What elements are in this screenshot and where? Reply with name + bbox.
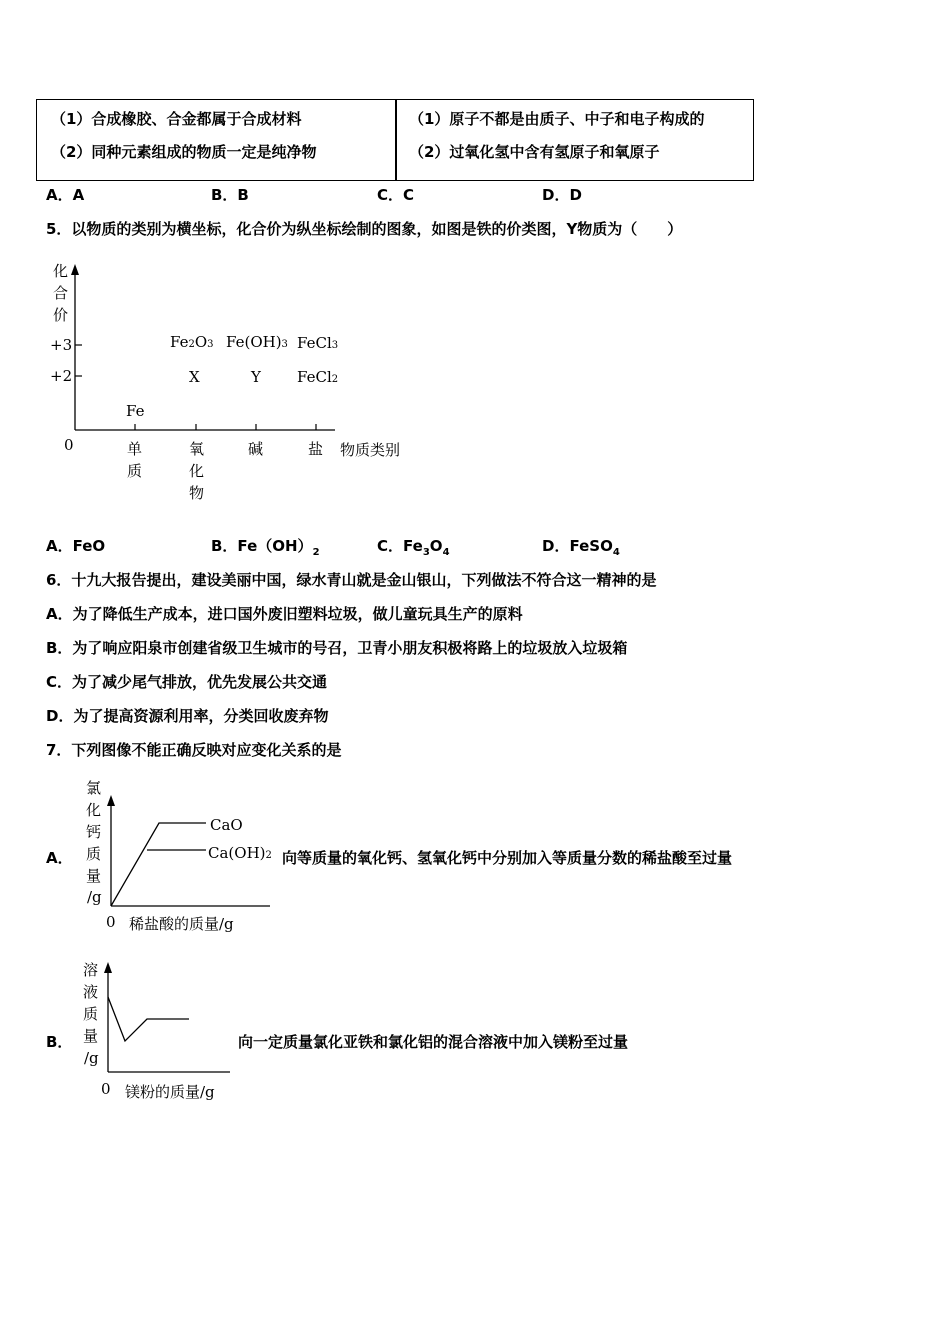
q6-option-c[interactable]: C．为了减少尾气排放，优先发展公共交通 [46,673,328,691]
q5-option-c[interactable]: C．$Fe_3O_4$ [377,537,450,558]
q7b-y-label-1: 溶 [83,961,99,979]
q7-option-b-description: 向一定质量氯化亚铁和氯化铝的混合溶液中加入镁粉至过量 [238,1033,629,1051]
q7a-y-label-3: 钙 [86,823,102,841]
q5-y-label-2: 合 [53,284,69,302]
q7a-y-label-2: 化 [86,801,102,819]
q6-option-a[interactable]: A．为了降低生产成本，进口国外废旧塑料垃圾，做儿童玩具生产的原料 [46,605,523,623]
q7-option-b-letter[interactable]: B． [46,1033,73,1051]
q5-x-cat-salt: 盐 [308,440,324,458]
q5-y-label-3: 价 [53,306,69,324]
q5-x-cat-base: 碱 [248,440,264,458]
q5-point-fecl2: FeCl2 [297,368,339,386]
q4-option-a[interactable]: A．A [46,186,85,204]
q7b-y-label-3: 质 [83,1005,99,1023]
q7b-y-label-5: /g [84,1049,99,1067]
q6-stem: 6．十九大报告提出，建设美丽中国，绿水青山就是金山银山，下列做法不符合这一精神的是 [46,571,657,589]
q5-point-x: X [189,368,200,386]
q5-x-cat-oxide-2: 化 [189,462,205,480]
q7a-y-label-4: 质 [86,845,102,863]
table-left-row-1: （1）合成橡胶、合金都属于合成材料 [51,110,302,128]
table-right-row-2: （2）过氧化氢中含有氢原子和氧原子 [409,143,660,161]
q7-option-a-description: 向等质量的氧化钙、氢氧化钙中分别加入等质量分数的稀盐酸至过量 [282,849,733,867]
q7a-origin-label: 0 [106,913,116,931]
q4-option-c[interactable]: C．C [377,186,415,204]
q5-x-cat-elemental-2: 质 [127,462,143,480]
q5-y-tick-label-plus3: +3 [50,336,73,354]
table-right-row-1: （1）原子不都是由质子、中子和电子构成的 [409,110,705,128]
q7a-series-cao: CaO [210,816,243,834]
q5-origin-label: 0 [64,436,74,454]
q5-point-y: Y [251,368,261,386]
q5-stem: 5．以物质的类别为横坐标，化合价为纵坐标绘制的图象，如图是铁的价类图，Y物质为（ ） [46,220,683,238]
q6-option-b[interactable]: B．为了响应阳泉市创建省级卫生城市的号召，卫青小朋友积极将路上的垃圾放入垃圾箱 [46,639,628,657]
q5-x-cat-elemental-1: 单 [127,440,143,458]
q7b-x-axis-label: 镁粉的质量/g [125,1083,215,1101]
q5-point-fecl3: FeCl3 [297,334,339,352]
q7a-y-arrow [107,795,115,806]
q7b-origin-label: 0 [101,1080,111,1098]
q5-x-cat-oxide-3: 物 [189,484,205,502]
q7a-y-label-5: 量 [86,867,102,885]
q5-option-b[interactable]: B．$Fe(OH)_2$ [211,537,320,558]
q5-x-axis-label: 物质类别 [340,441,401,459]
q5-y-tick-label-plus2: +2 [50,367,73,385]
q7b-y-arrow [104,962,112,973]
q7-stem: 7．下列图像不能正确反映对应变化关系的是 [46,741,342,759]
q7b-line [108,997,189,1041]
q5-option-d[interactable]: D．FeSO$_4$ [542,537,620,558]
q4-option-d[interactable]: D．D [542,186,582,204]
q7b-y-label-4: 量 [83,1027,99,1045]
q5-point-fe: Fe [126,402,145,420]
q5-point-feoh3: Fe(OH)3 [226,333,288,351]
q4-option-b[interactable]: B．B [211,186,249,204]
q7b-y-label-2: 液 [83,983,99,1001]
q5-y-arrow [71,264,79,275]
q6-option-d[interactable]: D．为了提高资源利用率，分类回收废弃物 [46,707,329,725]
q5-y-label-1: 化 [53,262,69,280]
table-left-row-2: （2）同种元素组成的物质一定是纯净物 [51,143,317,161]
q5-point-fe2o3: Fe2O3 [170,333,214,351]
q7a-x-axis-label: 稀盐酸的质量/g [129,915,234,933]
q5-option-a[interactable]: A．FeO [46,537,106,555]
q7-option-a-letter[interactable]: A． [46,849,73,867]
q5-x-cat-oxide-1: 氧 [189,440,205,458]
q7a-line-cao [111,823,206,906]
q7a-y-label-6: /g [87,888,102,906]
q7a-y-label-1: 氯 [86,779,102,797]
q7a-series-caoh2: Ca(OH)2 [208,844,272,862]
